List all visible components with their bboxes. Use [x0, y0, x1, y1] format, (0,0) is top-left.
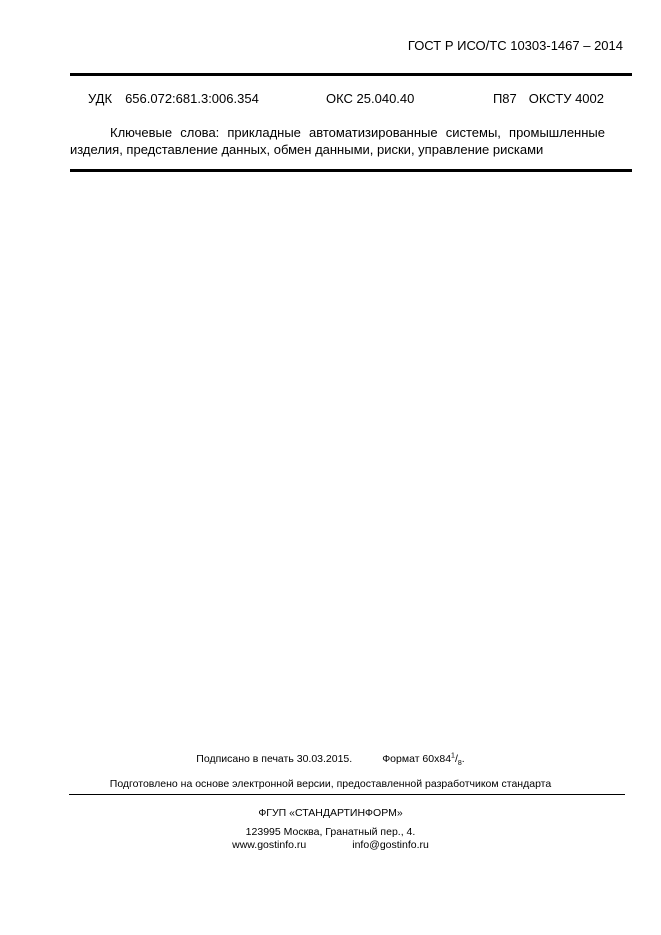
group-code: П87 — [492, 91, 517, 106]
oks-code: ОКС 25.040.40 — [326, 91, 415, 106]
signed-date: Подписано в печать 30.03.2015. — [196, 753, 353, 765]
paper-format-numerator: 1 — [451, 752, 455, 760]
imprint-divider — [69, 794, 625, 795]
paper-format-denominator: 8 — [457, 760, 462, 768]
okstu-code: ОКСТУ 4002 — [528, 91, 604, 106]
udk-label: УДК — [88, 91, 113, 106]
paper-format-label: Формат 60x84 — [382, 753, 452, 765]
keywords-divider — [70, 169, 632, 172]
website-link[interactable]: www.gostinfo.ru — [232, 839, 307, 851]
publisher-address: 123995 Москва, Гранатный пер., 4. — [245, 826, 416, 838]
signed-line — [0, 752, 661, 768]
email-link[interactable]: info@gostinfo.ru — [352, 839, 429, 851]
header-divider — [70, 73, 632, 76]
prepared-note: Подготовлено на основе электронной версии, предоставленной разработчиком стандарта — [109, 778, 552, 790]
udk-code: 656.072:681.3:006.354 — [125, 91, 259, 106]
standard-number: ГОСТ Р ИСО/ТС 10303-1467 – 2014 — [407, 38, 623, 53]
paper-format-end: . — [461, 753, 465, 765]
publisher-name: ФГУП «СТАНДАРТИНФОРМ» — [258, 807, 403, 819]
paper-format: Формат $60x84^1/_8$. — [382, 752, 465, 768]
keywords-paragraph: Ключевые слова: прикладные автоматизированные системы, промышленные изделия, представление данных, обмен данными, риски, управление рисками — [70, 125, 605, 157]
okstu-field — [493, 91, 604, 106]
publisher-contacts — [0, 839, 661, 851]
udk-field — [88, 91, 259, 106]
classification-row — [88, 91, 604, 107]
